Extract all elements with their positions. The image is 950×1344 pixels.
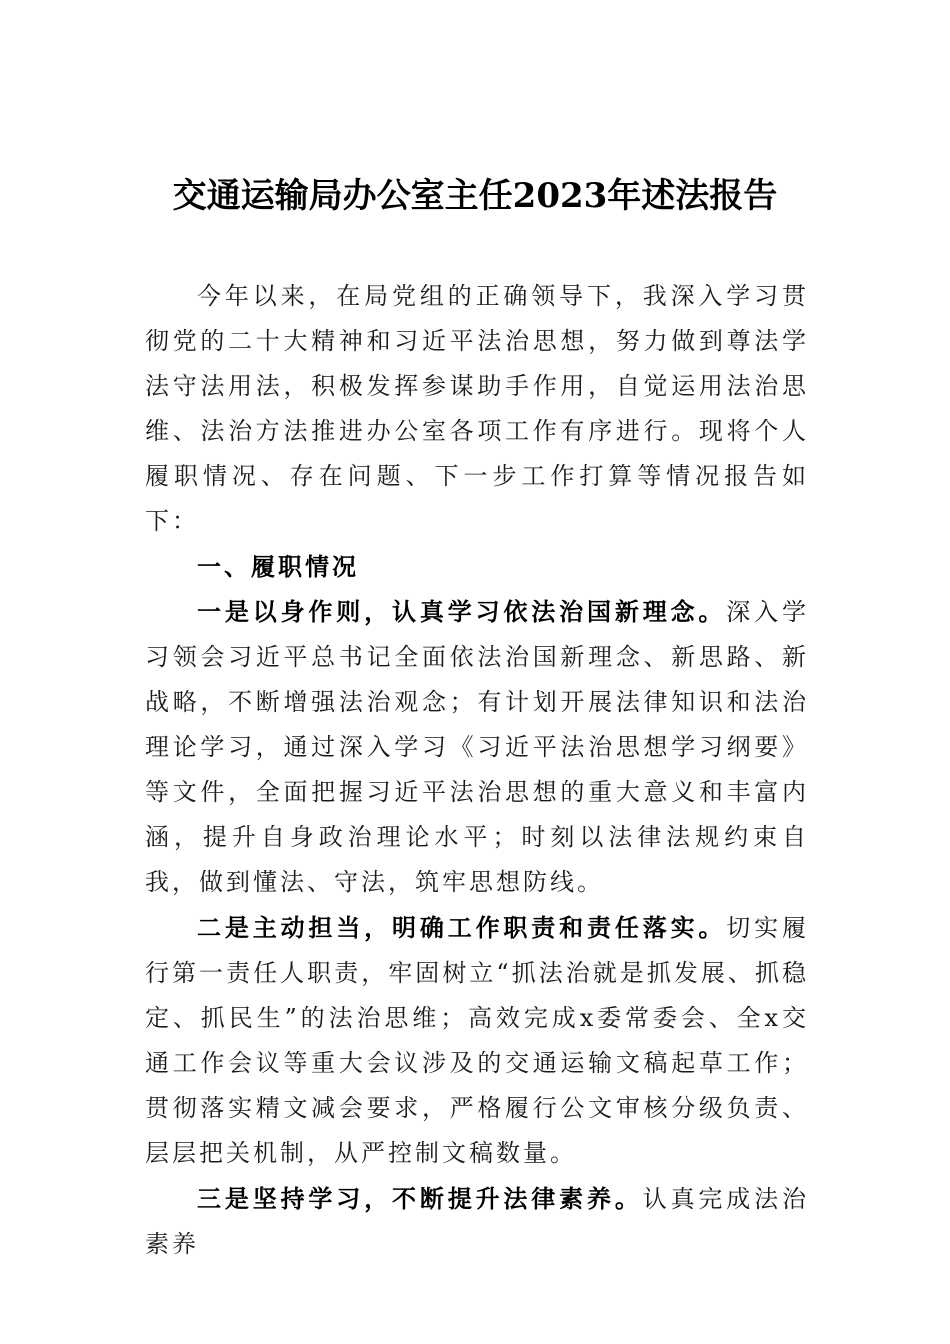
item-paragraph-1: [145, 589, 809, 905]
document-title: 交通运输局办公室主任2023年述法报告: [172, 176, 778, 216]
section-heading: 一、履职情况: [197, 552, 359, 581]
item-text-2: 切实履行第一责任人职责，牢固树立“抓法治就是抓发展、抓稳定、抓民生”的法治思维；高效完成x委常委会、全x交通工作会议等重大会议涉及的交通运输文稿起草工作；贯彻落实精文减会要求，严格履行公文审核分级负责、层层把关机制，从严控制文稿数量。: [145, 914, 810, 1167]
document-body: [145, 274, 809, 1267]
item-text-3: 认真完成法治素养: [145, 1185, 810, 1258]
item-paragraph-3: [145, 1176, 809, 1267]
item-lead-3: 三是坚持学习，不断提升法律素养。: [197, 1184, 643, 1213]
item-paragraph-2: [145, 905, 809, 1176]
item-lead-1: 一是以身作则，认真学习依法治国新理念。: [197, 597, 727, 626]
item-text-1: 深入学习领会习近平总书记全面依法治国新理念、新思路、新战略，不断增强法治观念；有计划开展法律知识和法治理论学习，通过深入学习《习近平法治思想学习纲要》等文件，全面把握习近平法治思想的重大意义和丰富内涵，提升自身政治理论水平；时刻以法律法规约束自我，做到懂法、守法，筑牢思想防线。: [145, 598, 810, 896]
item-lead-2: 二是主动担当，明确工作职责和责任落实。: [197, 913, 727, 942]
intro-paragraph: 今年以来，在局党组的正确领导下，我深入学习贯彻党的二十大精神和习近平法治思想，努力做到尊法学法守法用法，积极发挥参谋助手作用，自觉运用法治思维、法治方法推进办公室各项工作有序进行。现将个人履职情况、存在问题、下一步工作打算等情况报告如下：: [145, 282, 809, 535]
